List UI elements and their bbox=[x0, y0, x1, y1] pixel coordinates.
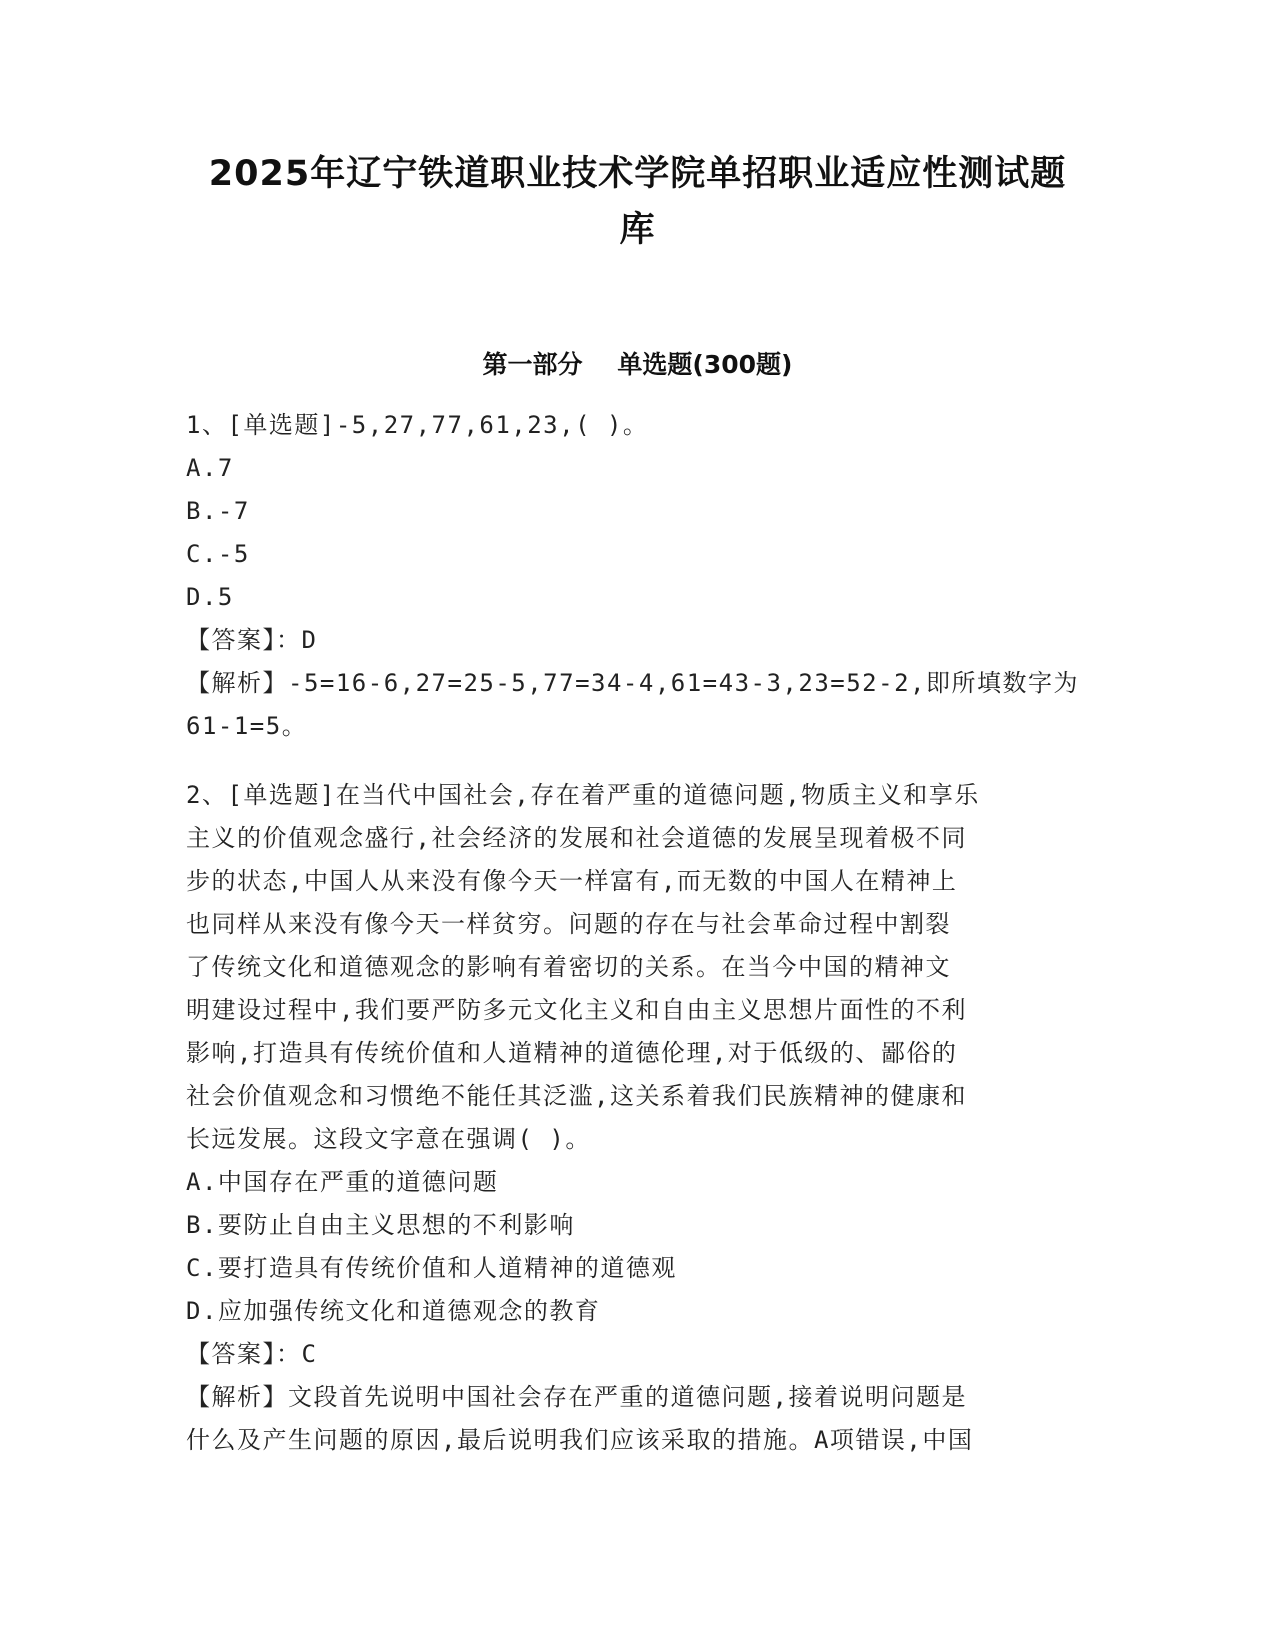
question-stem-line: 影响,打造具有传统价值和人道精神的道德伦理,对于低级的、鄙俗的 bbox=[186, 1039, 958, 1067]
answer: 【答案】：D bbox=[186, 626, 318, 654]
option-a: A.中国存在严重的道德问题 bbox=[186, 1168, 499, 1196]
option-d: D.5 bbox=[186, 583, 234, 611]
question-stem-line: 2、[单选题]在当代中国社会,存在着严重的道德问题,物质主义和享乐 bbox=[186, 781, 980, 809]
analysis-line: 【解析】-5=16-6,27=25-5,77=34-4,61=43-3,23=52-2,即所填数字为 bbox=[186, 669, 1079, 697]
option-b: B.-7 bbox=[186, 497, 250, 525]
option-c: C.要打造具有传统价值和人道精神的道德观 bbox=[186, 1254, 677, 1282]
title-line-2: 库 bbox=[619, 210, 656, 250]
answer: 【答案】：C bbox=[186, 1340, 318, 1368]
question-2 bbox=[186, 774, 1086, 1462]
analysis-line: 【解析】文段首先说明中国社会存在严重的道德问题,接着说明问题是 bbox=[186, 1383, 967, 1411]
question-1 bbox=[186, 404, 1086, 748]
analysis-line: 什么及产生问题的原因,最后说明我们应该采取的措施。A项错误,中国 bbox=[186, 1426, 974, 1454]
section-part: 第一部分 bbox=[482, 350, 583, 379]
question-stem-line: 长远发展。这段文字意在强调( )。 bbox=[186, 1125, 591, 1153]
question-stem-line: 明建设过程中,我们要严防多元文化主义和自由主义思想片面性的不利 bbox=[186, 996, 967, 1024]
option-a: A.7 bbox=[186, 454, 234, 482]
question-stem-line: 社会价值观念和习惯绝不能任其泛滥,这关系着我们民族精神的健康和 bbox=[186, 1082, 967, 1110]
option-d: D.应加强传统文化和道德观念的教育 bbox=[186, 1297, 601, 1325]
question-stem-line: 了传统文化和道德观念的影响有着密切的关系。在当今中国的精神文 bbox=[186, 953, 951, 981]
option-c: C.-5 bbox=[186, 540, 250, 568]
section-type: 单选题(300题) bbox=[617, 350, 793, 379]
option-b: B.要防止自由主义思想的不利影响 bbox=[186, 1211, 575, 1239]
question-stem-line: 也同样从来没有像今天一样贫穷。问题的存在与社会革命过程中割裂 bbox=[186, 910, 951, 938]
question-stem-line: 主义的价值观念盛行,社会经济的发展和社会道德的发展呈现着极不同 bbox=[186, 824, 967, 852]
section-heading bbox=[180, 348, 1095, 382]
question-stem: 1、[单选题]-5,27,77,61,23,( )。 bbox=[186, 411, 649, 439]
question-stem-line: 步的状态,中国人从来没有像今天一样富有,而无数的中国人在精神上 bbox=[186, 867, 958, 895]
title-line-1: 2025年辽宁铁道职业技术学院单招职业适应性测试题 bbox=[208, 154, 1067, 194]
document-title bbox=[180, 146, 1095, 258]
analysis-line: 61-1=5。 bbox=[186, 712, 308, 740]
